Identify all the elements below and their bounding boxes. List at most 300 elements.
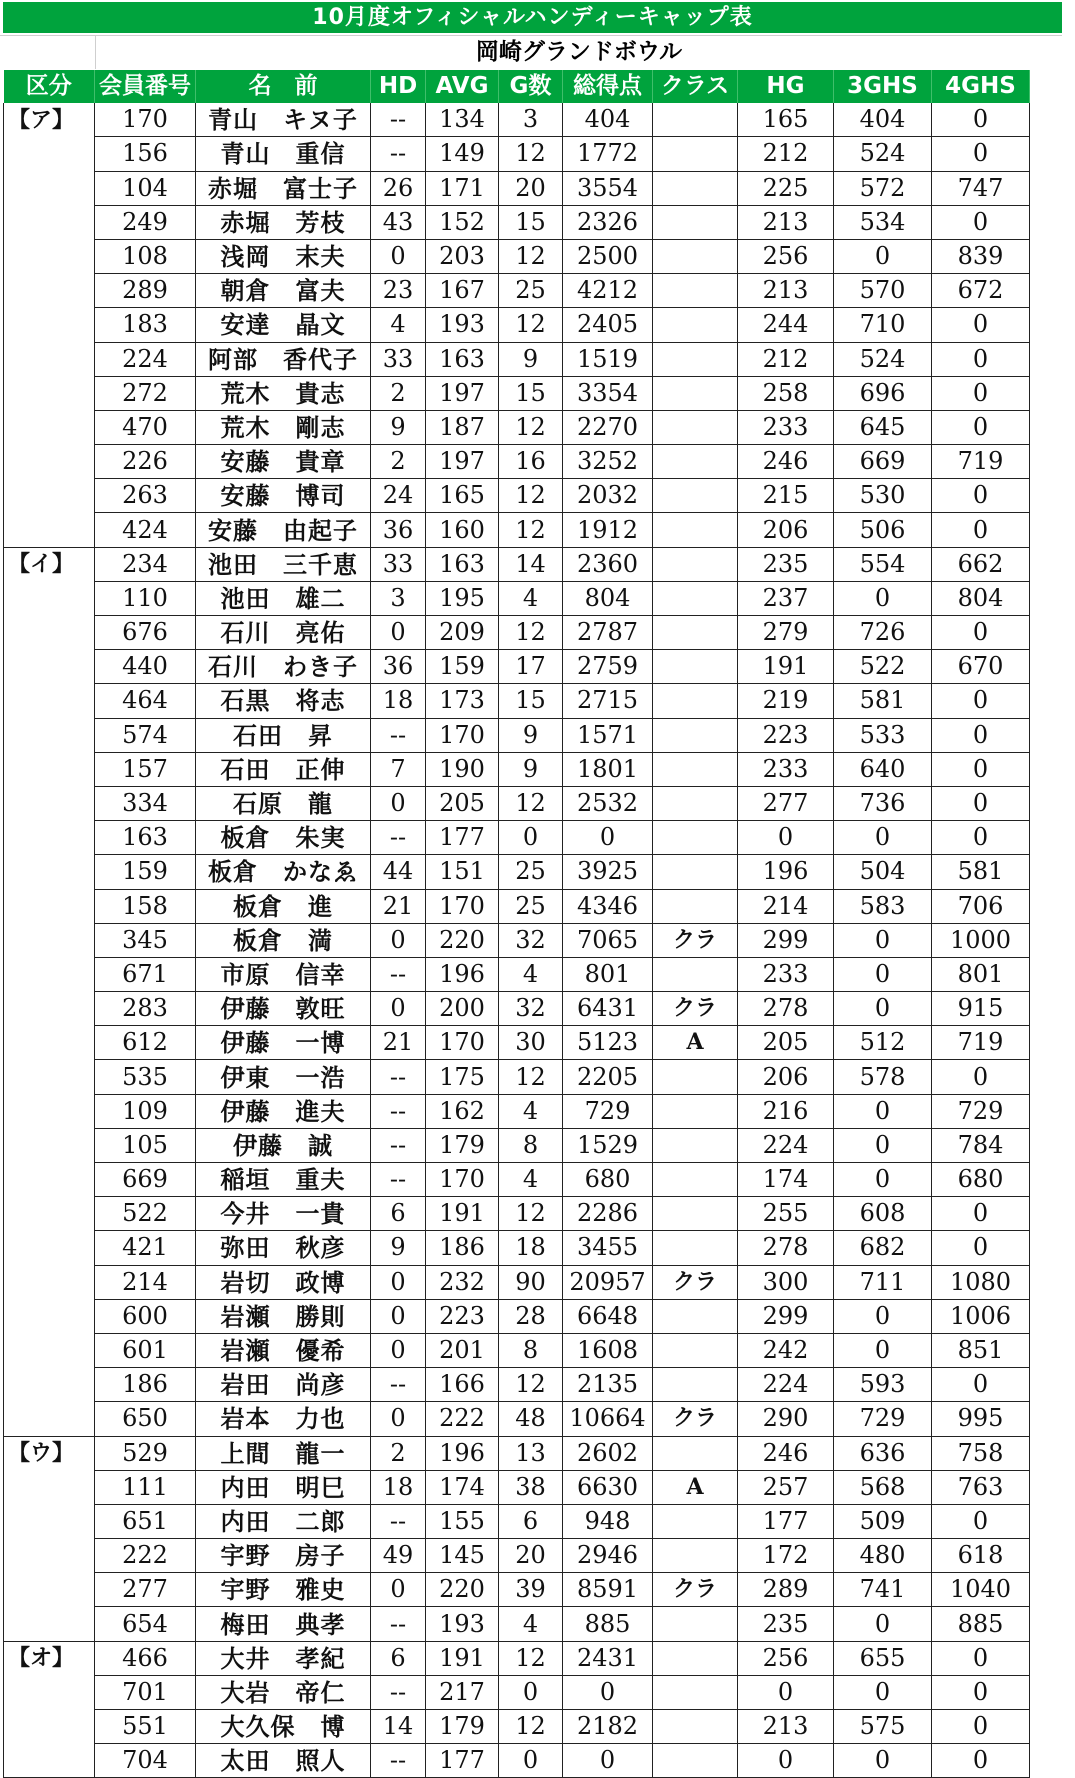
cell-avg[interactable]: 174 bbox=[426, 1470, 499, 1504]
cell-total[interactable]: 2270 bbox=[563, 410, 653, 444]
cell-class[interactable] bbox=[653, 376, 738, 410]
cell-hg[interactable]: 300 bbox=[738, 1265, 834, 1299]
cell-games[interactable]: 30 bbox=[499, 1026, 563, 1060]
cell-avg[interactable]: 163 bbox=[426, 342, 499, 376]
cell-games[interactable]: 12 bbox=[499, 1710, 563, 1744]
cell-class[interactable] bbox=[653, 103, 738, 137]
cell-name[interactable]: 青山 重信 bbox=[196, 137, 371, 171]
cell-4ghs[interactable]: 0 bbox=[932, 684, 1030, 718]
cell-avg[interactable]: 187 bbox=[426, 410, 499, 444]
cell-4ghs[interactable]: 0 bbox=[932, 1231, 1030, 1265]
cell-games[interactable]: 12 bbox=[499, 786, 563, 820]
cell-avg[interactable]: 177 bbox=[426, 1744, 499, 1778]
cell-games[interactable]: 25 bbox=[499, 889, 563, 923]
cell-4ghs[interactable]: 0 bbox=[932, 821, 1030, 855]
cell-member-id[interactable]: 669 bbox=[95, 1163, 196, 1197]
cell-hg[interactable]: 165 bbox=[738, 103, 834, 137]
cell-class[interactable] bbox=[653, 957, 738, 991]
cell-games[interactable]: 4 bbox=[499, 957, 563, 991]
cell-avg[interactable]: 170 bbox=[426, 718, 499, 752]
cell-kubun[interactable] bbox=[4, 889, 95, 923]
cell-3ghs[interactable]: 480 bbox=[834, 1539, 932, 1573]
cell-games[interactable]: 12 bbox=[499, 239, 563, 273]
cell-class[interactable] bbox=[653, 752, 738, 786]
cell-games[interactable]: 8 bbox=[499, 1333, 563, 1367]
cell-kubun[interactable] bbox=[4, 684, 95, 718]
cell-games[interactable]: 12 bbox=[499, 1197, 563, 1231]
cell-3ghs[interactable]: 572 bbox=[834, 171, 932, 205]
cell-name[interactable]: 伊藤 進夫 bbox=[196, 1094, 371, 1128]
cell-name[interactable]: 安達 晶文 bbox=[196, 308, 371, 342]
cell-name[interactable]: 阿部 香代子 bbox=[196, 342, 371, 376]
cell-member-id[interactable]: 272 bbox=[95, 376, 196, 410]
cell-member-id[interactable]: 464 bbox=[95, 684, 196, 718]
cell-hd[interactable]: 0 bbox=[371, 616, 426, 650]
cell-4ghs[interactable]: 0 bbox=[932, 103, 1030, 137]
cell-3ghs[interactable]: 0 bbox=[834, 239, 932, 273]
cell-hg[interactable]: 216 bbox=[738, 1094, 834, 1128]
cell-games[interactable]: 0 bbox=[499, 821, 563, 855]
header-member-id[interactable]: 会員番号 bbox=[95, 70, 196, 103]
cell-total[interactable]: 8591 bbox=[563, 1573, 653, 1607]
cell-4ghs[interactable]: 581 bbox=[932, 855, 1030, 889]
cell-4ghs[interactable]: 915 bbox=[932, 992, 1030, 1026]
cell-hg[interactable]: 223 bbox=[738, 718, 834, 752]
cell-hg[interactable]: 213 bbox=[738, 205, 834, 239]
header-avg[interactable]: AVG bbox=[426, 70, 499, 103]
cell-class[interactable] bbox=[653, 821, 738, 855]
cell-hd[interactable]: 43 bbox=[371, 205, 426, 239]
cell-name[interactable]: 内田 明巳 bbox=[196, 1470, 371, 1504]
cell-total[interactable]: 0 bbox=[563, 1744, 653, 1778]
cell-kubun[interactable] bbox=[4, 1026, 95, 1060]
cell-kubun[interactable] bbox=[4, 376, 95, 410]
cell-games[interactable]: 6 bbox=[499, 1504, 563, 1538]
cell-hg[interactable]: 219 bbox=[738, 684, 834, 718]
cell-games[interactable]: 25 bbox=[499, 274, 563, 308]
cell-3ghs[interactable]: 512 bbox=[834, 1026, 932, 1060]
cell-4ghs[interactable]: 672 bbox=[932, 274, 1030, 308]
cell-hg[interactable]: 191 bbox=[738, 650, 834, 684]
cell-class[interactable] bbox=[653, 1744, 738, 1778]
cell-total[interactable]: 3252 bbox=[563, 445, 653, 479]
cell-name[interactable]: 石田 昇 bbox=[196, 718, 371, 752]
cell-total[interactable]: 4212 bbox=[563, 274, 653, 308]
cell-hd[interactable]: 0 bbox=[371, 239, 426, 273]
cell-total[interactable]: 2500 bbox=[563, 239, 653, 273]
cell-class[interactable] bbox=[653, 1333, 738, 1367]
cell-name[interactable]: 板倉 満 bbox=[196, 923, 371, 957]
cell-4ghs[interactable]: 851 bbox=[932, 1333, 1030, 1367]
cell-member-id[interactable]: 574 bbox=[95, 718, 196, 752]
cell-games[interactable]: 4 bbox=[499, 1607, 563, 1641]
cell-total[interactable]: 404 bbox=[563, 103, 653, 137]
cell-total[interactable]: 6630 bbox=[563, 1470, 653, 1504]
cell-name[interactable]: 大井 孝紀 bbox=[196, 1641, 371, 1675]
cell-4ghs[interactable]: 784 bbox=[932, 1128, 1030, 1162]
cell-3ghs[interactable]: 0 bbox=[834, 1744, 932, 1778]
cell-games[interactable]: 12 bbox=[499, 137, 563, 171]
cell-games[interactable]: 4 bbox=[499, 1163, 563, 1197]
cell-4ghs[interactable]: 0 bbox=[932, 1744, 1030, 1778]
cell-total[interactable]: 1608 bbox=[563, 1333, 653, 1367]
cell-class[interactable]: A bbox=[653, 1470, 738, 1504]
cell-3ghs[interactable]: 524 bbox=[834, 137, 932, 171]
cell-hd[interactable]: 23 bbox=[371, 274, 426, 308]
cell-kubun[interactable] bbox=[4, 205, 95, 239]
cell-member-id[interactable]: 421 bbox=[95, 1231, 196, 1265]
cell-3ghs[interactable]: 0 bbox=[834, 992, 932, 1026]
cell-3ghs[interactable]: 0 bbox=[834, 1163, 932, 1197]
cell-hg[interactable]: 0 bbox=[738, 1675, 834, 1709]
cell-name[interactable]: 赤堀 芳枝 bbox=[196, 205, 371, 239]
cell-class[interactable] bbox=[653, 1163, 738, 1197]
cell-kubun[interactable] bbox=[4, 957, 95, 991]
cell-avg[interactable]: 160 bbox=[426, 513, 499, 547]
cell-name[interactable]: 赤堀 富士子 bbox=[196, 171, 371, 205]
cell-hd[interactable]: 0 bbox=[371, 1265, 426, 1299]
cell-3ghs[interactable]: 645 bbox=[834, 410, 932, 444]
cell-3ghs[interactable]: 608 bbox=[834, 1197, 932, 1231]
cell-4ghs[interactable]: 0 bbox=[932, 513, 1030, 547]
cell-3ghs[interactable]: 524 bbox=[834, 342, 932, 376]
cell-class[interactable] bbox=[653, 171, 738, 205]
cell-4ghs[interactable]: 0 bbox=[932, 137, 1030, 171]
cell-hg[interactable]: 196 bbox=[738, 855, 834, 889]
cell-4ghs[interactable]: 804 bbox=[932, 581, 1030, 615]
cell-games[interactable]: 12 bbox=[499, 308, 563, 342]
cell-name[interactable]: 安藤 貴章 bbox=[196, 445, 371, 479]
cell-4ghs[interactable]: 0 bbox=[932, 786, 1030, 820]
cell-avg[interactable]: 149 bbox=[426, 137, 499, 171]
cell-member-id[interactable]: 226 bbox=[95, 445, 196, 479]
cell-4ghs[interactable]: 706 bbox=[932, 889, 1030, 923]
cell-name[interactable]: 大久保 博 bbox=[196, 1710, 371, 1744]
cell-3ghs[interactable]: 522 bbox=[834, 650, 932, 684]
cell-4ghs[interactable]: 839 bbox=[932, 239, 1030, 273]
cell-3ghs[interactable]: 578 bbox=[834, 1060, 932, 1094]
cell-name[interactable]: 板倉 朱実 bbox=[196, 821, 371, 855]
cell-member-id[interactable]: 470 bbox=[95, 410, 196, 444]
cell-kubun[interactable] bbox=[4, 821, 95, 855]
cell-class[interactable] bbox=[653, 1299, 738, 1333]
cell-kubun[interactable] bbox=[4, 1265, 95, 1299]
cell-name[interactable]: 板倉 進 bbox=[196, 889, 371, 923]
cell-hg[interactable]: 233 bbox=[738, 752, 834, 786]
cell-hd[interactable]: -- bbox=[371, 1744, 426, 1778]
cell-avg[interactable]: 170 bbox=[426, 889, 499, 923]
cell-kubun[interactable] bbox=[4, 581, 95, 615]
cell-games[interactable]: 0 bbox=[499, 1675, 563, 1709]
cell-3ghs[interactable]: 583 bbox=[834, 889, 932, 923]
cell-kubun[interactable] bbox=[4, 786, 95, 820]
cell-member-id[interactable]: 704 bbox=[95, 1744, 196, 1778]
cell-hd[interactable]: 49 bbox=[371, 1539, 426, 1573]
cell-4ghs[interactable]: 0 bbox=[932, 1197, 1030, 1231]
cell-3ghs[interactable]: 593 bbox=[834, 1368, 932, 1402]
cell-4ghs[interactable]: 0 bbox=[932, 1675, 1030, 1709]
cell-class[interactable] bbox=[653, 1641, 738, 1675]
cell-member-id[interactable]: 158 bbox=[95, 889, 196, 923]
cell-games[interactable]: 32 bbox=[499, 992, 563, 1026]
cell-3ghs[interactable]: 711 bbox=[834, 1265, 932, 1299]
cell-hd[interactable]: 0 bbox=[371, 1333, 426, 1367]
cell-4ghs[interactable]: 763 bbox=[932, 1470, 1030, 1504]
cell-avg[interactable]: 145 bbox=[426, 1539, 499, 1573]
cell-4ghs[interactable]: 0 bbox=[932, 479, 1030, 513]
cell-3ghs[interactable]: 682 bbox=[834, 1231, 932, 1265]
cell-hg[interactable]: 278 bbox=[738, 992, 834, 1026]
cell-hd[interactable]: -- bbox=[371, 1094, 426, 1128]
cell-avg[interactable]: 197 bbox=[426, 376, 499, 410]
cell-avg[interactable]: 175 bbox=[426, 1060, 499, 1094]
cell-class[interactable] bbox=[653, 1710, 738, 1744]
cell-kubun[interactable] bbox=[4, 1470, 95, 1504]
cell-total[interactable]: 1912 bbox=[563, 513, 653, 547]
cell-name[interactable]: 石川 わき子 bbox=[196, 650, 371, 684]
header-hg[interactable]: HG bbox=[738, 70, 834, 103]
cell-avg[interactable]: 209 bbox=[426, 616, 499, 650]
cell-member-id[interactable]: 440 bbox=[95, 650, 196, 684]
cell-games[interactable]: 13 bbox=[499, 1436, 563, 1470]
cell-class[interactable]: クラ bbox=[653, 1265, 738, 1299]
cell-name[interactable]: 安藤 博司 bbox=[196, 479, 371, 513]
cell-games[interactable]: 15 bbox=[499, 376, 563, 410]
cell-avg[interactable]: 220 bbox=[426, 923, 499, 957]
cell-4ghs[interactable]: 0 bbox=[932, 342, 1030, 376]
cell-hg[interactable]: 237 bbox=[738, 581, 834, 615]
cell-avg[interactable]: 152 bbox=[426, 205, 499, 239]
cell-member-id[interactable]: 424 bbox=[95, 513, 196, 547]
cell-avg[interactable]: 167 bbox=[426, 274, 499, 308]
cell-kubun[interactable] bbox=[4, 239, 95, 273]
header-kubun[interactable]: 区分 bbox=[4, 70, 95, 103]
cell-avg[interactable]: 134 bbox=[426, 103, 499, 137]
cell-class[interactable]: クラ bbox=[653, 923, 738, 957]
cell-class[interactable]: クラ bbox=[653, 992, 738, 1026]
cell-hg[interactable]: 177 bbox=[738, 1504, 834, 1538]
cell-3ghs[interactable]: 554 bbox=[834, 547, 932, 581]
cell-games[interactable]: 32 bbox=[499, 923, 563, 957]
cell-3ghs[interactable]: 726 bbox=[834, 616, 932, 650]
cell-kubun[interactable] bbox=[4, 650, 95, 684]
cell-hg[interactable]: 233 bbox=[738, 410, 834, 444]
cell-name[interactable]: 岩本 力也 bbox=[196, 1402, 371, 1436]
cell-avg[interactable]: 200 bbox=[426, 992, 499, 1026]
cell-games[interactable]: 12 bbox=[499, 1368, 563, 1402]
cell-hd[interactable]: 24 bbox=[371, 479, 426, 513]
cell-hg[interactable]: 290 bbox=[738, 1402, 834, 1436]
cell-name[interactable]: 弥田 秋彦 bbox=[196, 1231, 371, 1265]
cell-total[interactable]: 2326 bbox=[563, 205, 653, 239]
cell-total[interactable]: 2032 bbox=[563, 479, 653, 513]
cell-total[interactable]: 804 bbox=[563, 581, 653, 615]
cell-hd[interactable]: 21 bbox=[371, 1026, 426, 1060]
cell-avg[interactable]: 179 bbox=[426, 1710, 499, 1744]
cell-games[interactable]: 12 bbox=[499, 1060, 563, 1094]
cell-hg[interactable]: 224 bbox=[738, 1368, 834, 1402]
cell-class[interactable] bbox=[653, 1504, 738, 1538]
cell-total[interactable]: 2946 bbox=[563, 1539, 653, 1573]
cell-games[interactable]: 8 bbox=[499, 1128, 563, 1162]
cell-kubun[interactable] bbox=[4, 1094, 95, 1128]
cell-hg[interactable]: 225 bbox=[738, 171, 834, 205]
cell-class[interactable] bbox=[653, 1128, 738, 1162]
cell-class[interactable] bbox=[653, 1231, 738, 1265]
cell-class[interactable] bbox=[653, 1675, 738, 1709]
cell-name[interactable]: 安藤 由起子 bbox=[196, 513, 371, 547]
cell-hg[interactable]: 255 bbox=[738, 1197, 834, 1231]
cell-kubun[interactable] bbox=[4, 1299, 95, 1333]
cell-total[interactable]: 801 bbox=[563, 957, 653, 991]
cell-games[interactable]: 14 bbox=[499, 547, 563, 581]
cell-avg[interactable]: 195 bbox=[426, 581, 499, 615]
cell-avg[interactable]: 171 bbox=[426, 171, 499, 205]
cell-member-id[interactable]: 222 bbox=[95, 1539, 196, 1573]
cell-games[interactable]: 25 bbox=[499, 855, 563, 889]
cell-hd[interactable]: 36 bbox=[371, 513, 426, 547]
cell-name[interactable]: 荒木 貴志 bbox=[196, 376, 371, 410]
cell-class[interactable]: A bbox=[653, 1026, 738, 1060]
cell-hd[interactable]: 21 bbox=[371, 889, 426, 923]
cell-3ghs[interactable]: 729 bbox=[834, 1402, 932, 1436]
cell-4ghs[interactable]: 0 bbox=[932, 410, 1030, 444]
cell-3ghs[interactable]: 0 bbox=[834, 1607, 932, 1641]
cell-member-id[interactable]: 529 bbox=[95, 1436, 196, 1470]
cell-hg[interactable]: 205 bbox=[738, 1026, 834, 1060]
cell-4ghs[interactable]: 758 bbox=[932, 1436, 1030, 1470]
cell-games[interactable]: 17 bbox=[499, 650, 563, 684]
cell-member-id[interactable]: 334 bbox=[95, 786, 196, 820]
cell-kubun[interactable]: 【ウ】 bbox=[4, 1436, 95, 1470]
cell-4ghs[interactable]: 747 bbox=[932, 171, 1030, 205]
cell-hg[interactable]: 289 bbox=[738, 1573, 834, 1607]
cell-3ghs[interactable]: 568 bbox=[834, 1470, 932, 1504]
cell-member-id[interactable]: 654 bbox=[95, 1607, 196, 1641]
cell-kubun[interactable] bbox=[4, 1573, 95, 1607]
cell-hg[interactable]: 224 bbox=[738, 1128, 834, 1162]
cell-avg[interactable]: 170 bbox=[426, 1163, 499, 1197]
cell-3ghs[interactable]: 0 bbox=[834, 581, 932, 615]
cell-total[interactable]: 2715 bbox=[563, 684, 653, 718]
cell-games[interactable]: 20 bbox=[499, 171, 563, 205]
cell-hd[interactable]: -- bbox=[371, 957, 426, 991]
cell-total[interactable]: 1519 bbox=[563, 342, 653, 376]
cell-kubun[interactable] bbox=[4, 1539, 95, 1573]
cell-total[interactable]: 2431 bbox=[563, 1641, 653, 1675]
cell-member-id[interactable]: 283 bbox=[95, 992, 196, 1026]
cell-3ghs[interactable]: 669 bbox=[834, 445, 932, 479]
cell-avg[interactable]: 177 bbox=[426, 821, 499, 855]
cell-class[interactable] bbox=[653, 1539, 738, 1573]
cell-class[interactable] bbox=[653, 650, 738, 684]
cell-class[interactable] bbox=[653, 342, 738, 376]
cell-member-id[interactable]: 163 bbox=[95, 821, 196, 855]
cell-kubun[interactable] bbox=[4, 1710, 95, 1744]
cell-hg[interactable]: 257 bbox=[738, 1470, 834, 1504]
cell-member-id[interactable]: 224 bbox=[95, 342, 196, 376]
cell-name[interactable]: 板倉 かなゑ bbox=[196, 855, 371, 889]
cell-4ghs[interactable]: 680 bbox=[932, 1163, 1030, 1197]
cell-4ghs[interactable]: 662 bbox=[932, 547, 1030, 581]
cell-hd[interactable]: -- bbox=[371, 1607, 426, 1641]
cell-3ghs[interactable]: 404 bbox=[834, 103, 932, 137]
cell-total[interactable]: 2602 bbox=[563, 1436, 653, 1470]
cell-hd[interactable]: 0 bbox=[371, 1402, 426, 1436]
cell-kubun[interactable] bbox=[4, 1607, 95, 1641]
cell-member-id[interactable]: 277 bbox=[95, 1573, 196, 1607]
cell-class[interactable] bbox=[653, 1060, 738, 1094]
cell-kubun[interactable] bbox=[4, 274, 95, 308]
cell-total[interactable]: 885 bbox=[563, 1607, 653, 1641]
cell-avg[interactable]: 165 bbox=[426, 479, 499, 513]
cell-member-id[interactable]: 156 bbox=[95, 137, 196, 171]
cell-total[interactable]: 6648 bbox=[563, 1299, 653, 1333]
cell-member-id[interactable]: 676 bbox=[95, 616, 196, 650]
cell-games[interactable]: 12 bbox=[499, 410, 563, 444]
cell-total[interactable]: 2135 bbox=[563, 1368, 653, 1402]
cell-total[interactable]: 1772 bbox=[563, 137, 653, 171]
cell-4ghs[interactable]: 0 bbox=[932, 376, 1030, 410]
cell-4ghs[interactable]: 801 bbox=[932, 957, 1030, 991]
cell-games[interactable]: 12 bbox=[499, 513, 563, 547]
cell-total[interactable]: 1571 bbox=[563, 718, 653, 752]
cell-kubun[interactable] bbox=[4, 1128, 95, 1162]
cell-avg[interactable]: 193 bbox=[426, 1607, 499, 1641]
cell-hd[interactable]: 9 bbox=[371, 1231, 426, 1265]
cell-total[interactable]: 729 bbox=[563, 1094, 653, 1128]
cell-4ghs[interactable]: 729 bbox=[932, 1094, 1030, 1128]
cell-hd[interactable]: 2 bbox=[371, 376, 426, 410]
cell-total[interactable]: 6431 bbox=[563, 992, 653, 1026]
cell-hd[interactable]: 0 bbox=[371, 1299, 426, 1333]
cell-class[interactable]: クラ bbox=[653, 1573, 738, 1607]
cell-games[interactable]: 9 bbox=[499, 342, 563, 376]
cell-avg[interactable]: 217 bbox=[426, 1675, 499, 1709]
cell-total[interactable]: 0 bbox=[563, 821, 653, 855]
cell-total[interactable]: 4346 bbox=[563, 889, 653, 923]
cell-member-id[interactable]: 601 bbox=[95, 1333, 196, 1367]
cell-class[interactable] bbox=[653, 239, 738, 273]
cell-hg[interactable]: 206 bbox=[738, 1060, 834, 1094]
cell-hg[interactable]: 242 bbox=[738, 1333, 834, 1367]
cell-hd[interactable]: -- bbox=[371, 137, 426, 171]
cell-games[interactable]: 48 bbox=[499, 1402, 563, 1436]
cell-3ghs[interactable]: 506 bbox=[834, 513, 932, 547]
cell-class[interactable] bbox=[653, 274, 738, 308]
cell-name[interactable]: 岩瀬 優希 bbox=[196, 1333, 371, 1367]
cell-4ghs[interactable]: 1040 bbox=[932, 1573, 1030, 1607]
cell-total[interactable]: 2759 bbox=[563, 650, 653, 684]
cell-name[interactable]: 伊東 一浩 bbox=[196, 1060, 371, 1094]
cell-hd[interactable]: -- bbox=[371, 1675, 426, 1709]
cell-hg[interactable]: 256 bbox=[738, 1641, 834, 1675]
cell-member-id[interactable]: 111 bbox=[95, 1470, 196, 1504]
cell-4ghs[interactable]: 1080 bbox=[932, 1265, 1030, 1299]
cell-kubun[interactable] bbox=[4, 479, 95, 513]
cell-hg[interactable]: 213 bbox=[738, 274, 834, 308]
cell-4ghs[interactable]: 0 bbox=[932, 205, 1030, 239]
cell-kubun[interactable] bbox=[4, 1675, 95, 1709]
cell-total[interactable]: 2532 bbox=[563, 786, 653, 820]
cell-hg[interactable]: 0 bbox=[738, 821, 834, 855]
cell-3ghs[interactable]: 570 bbox=[834, 274, 932, 308]
cell-3ghs[interactable]: 534 bbox=[834, 205, 932, 239]
cell-games[interactable]: 28 bbox=[499, 1299, 563, 1333]
cell-class[interactable] bbox=[653, 616, 738, 650]
cell-hg[interactable]: 174 bbox=[738, 1163, 834, 1197]
cell-class[interactable] bbox=[653, 205, 738, 239]
